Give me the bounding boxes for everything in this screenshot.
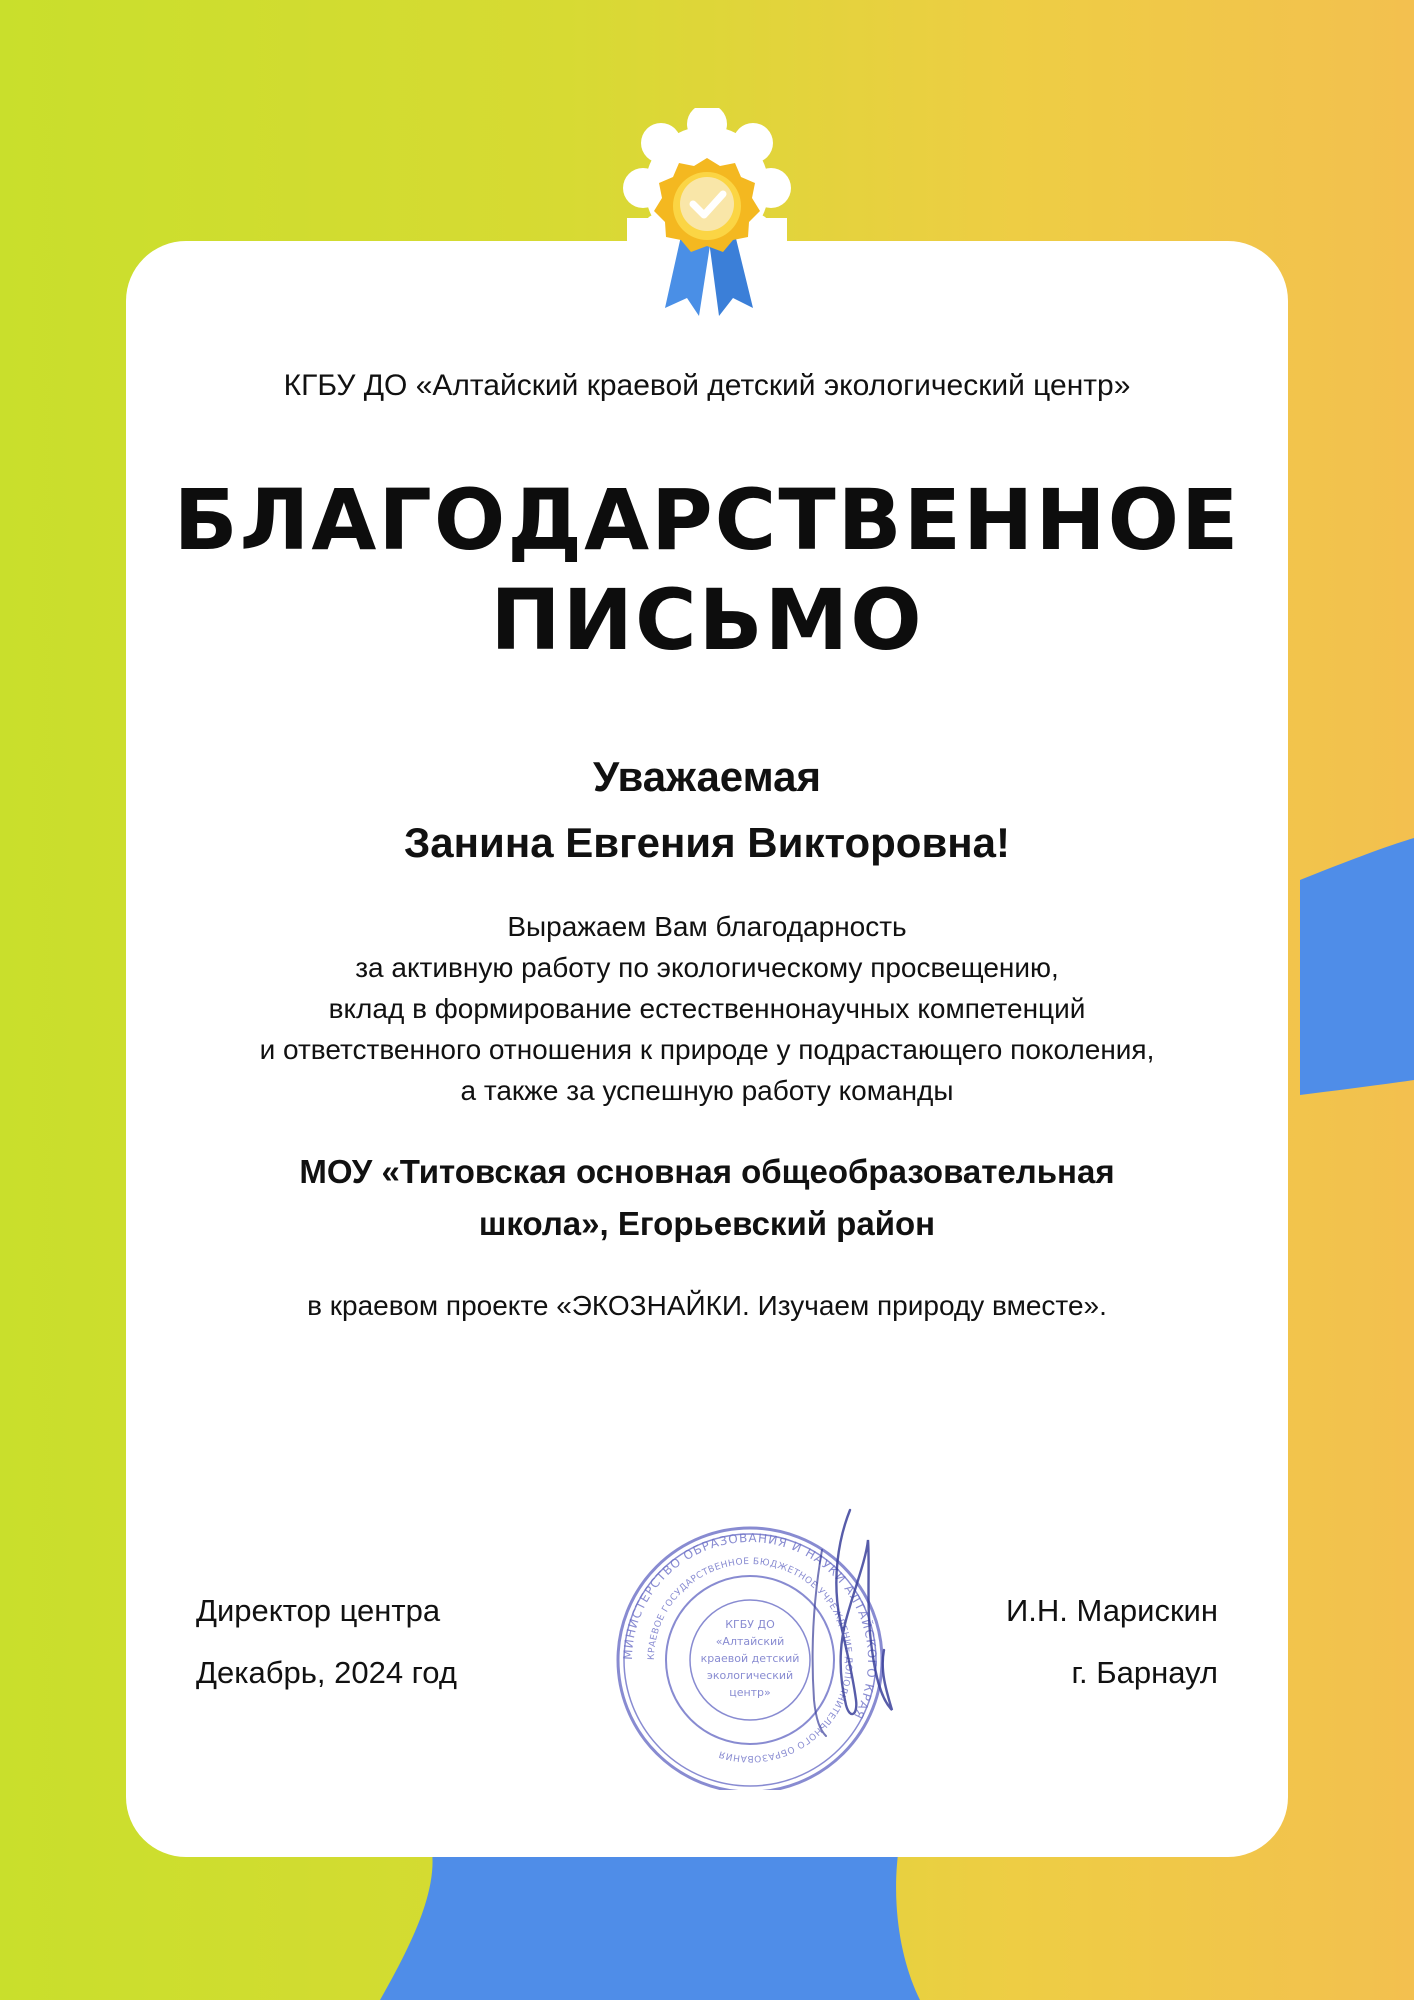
title-line-1: БЛАГОДАРСТВЕННОЕ [173, 471, 1241, 569]
recipient-block [126, 744, 1288, 876]
organization-name: КГБУ ДО «Алтайский краевой детский экологический центр» [283, 369, 1131, 402]
official-stamp [600, 1500, 900, 1790]
signature-right [1006, 1580, 1218, 1704]
project-name: в краевом проекте «ЭКОЗНАЙКИ. Изучаем природу вместе». [307, 1290, 1107, 1321]
body-line: а также за успешную работу команды [460, 1075, 954, 1106]
signatory-name: И.Н. Марискин [1006, 1593, 1218, 1628]
stamp-center-line: краевой детский [700, 1652, 800, 1665]
body-line: вклад в формирование естественнонаучных компетенций [328, 993, 1086, 1024]
issue-date: Декабрь, 2024 год [196, 1655, 457, 1690]
recipient-name: Занина Евгения Викторовна! [404, 819, 1010, 866]
school-line-2: школа», Егорьевский район [478, 1205, 936, 1242]
salutation: Уважаемая [593, 753, 821, 800]
stamp-center-line: «Алтайский [715, 1635, 785, 1648]
document-title [126, 470, 1288, 670]
school-line-1: МОУ «Титовская основная общеобразовательная [299, 1153, 1115, 1190]
body-line: за активную работу по экологическому просвещению, [355, 952, 1059, 983]
school-name [126, 1146, 1288, 1250]
bottom-blue-blob [380, 1840, 920, 2000]
award-badge [557, 108, 857, 338]
stamp-center-line: центр» [729, 1686, 771, 1699]
stamp-center-line: экологический [706, 1669, 794, 1682]
stamp-seal-icon [600, 1500, 900, 1790]
stamp-inner-text: КРАЕВОЕ ГОСУДАРСТВЕННОЕ БЮДЖЕТНОЕ УЧРЕЖДЕНИЕ ДОПОЛНИТЕЛЬНОГО ОБРАЗОВАНИЯ [646, 1556, 854, 1764]
body-line: Выражаем Вам благодарность [507, 911, 907, 942]
title-line-2: ПИСЬМО [490, 571, 924, 669]
city: г. Барнаул [1071, 1655, 1218, 1690]
right-blue-blob [1300, 838, 1414, 1095]
body-line: и ответственного отношения к природе у подрастающего поколения, [259, 1034, 1155, 1065]
award-badge-icon [557, 108, 857, 338]
stamp-outer-text: МИНИСТЕРСТВО ОБРАЗОВАНИЯ И НАУКИ АЛТАЙСКОГО КРАЯ [620, 1530, 880, 1722]
gratitude-text [126, 906, 1288, 1111]
director-position: Директор центра [196, 1593, 441, 1628]
signature-left [196, 1580, 457, 1704]
stamp-center-line: КГБУ ДО [725, 1618, 775, 1631]
